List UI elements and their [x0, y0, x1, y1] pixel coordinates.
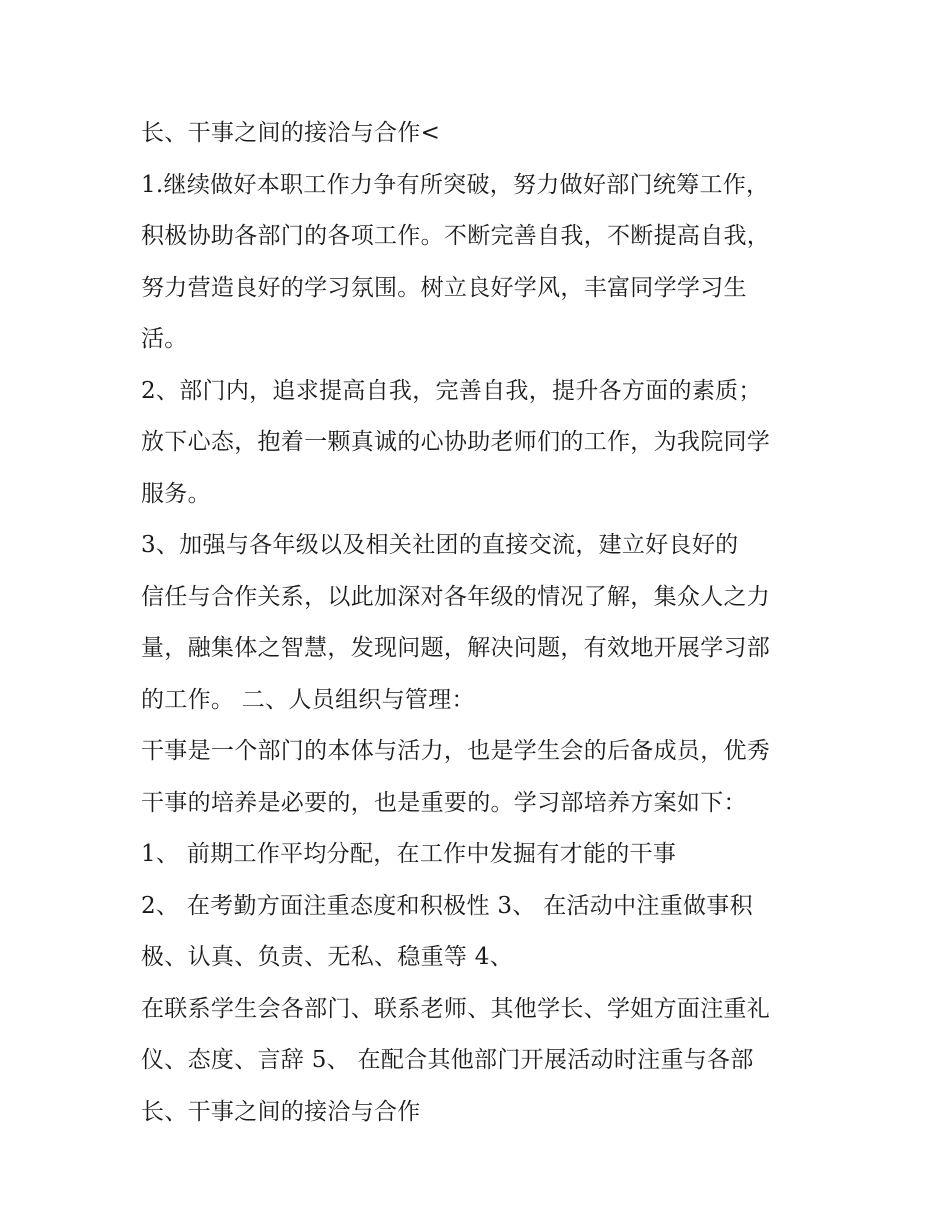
text-line: 长、干事之间的接洽与合作<	[141, 120, 441, 146]
text-line: 活。	[141, 326, 188, 352]
text-line: 服务。	[141, 480, 211, 507]
text-line: 量，融集体之智慧，发现问题，解决问题，有效地开展学习部	[141, 635, 771, 661]
text-line: 的工作。 二、人员组织与管理：	[141, 686, 475, 713]
text-line: 放下心态，抱着一颗真诚的心协助老师们的工作，为我院同学	[141, 429, 771, 455]
text-line: 积极协助各部门的各项工作。不断完善自我，不断提高自我，	[141, 223, 771, 249]
text-line: 信任与合作关系，以此加深对各年级的情况了解，集众人之力	[141, 583, 771, 610]
text-line: 干事是一个部门的本体与活力，也是学生会的后备成员，优秀	[141, 738, 771, 764]
text-line: 1.继续做好本职工作力争有所突破，努力做好部门统筹工作，	[141, 171, 770, 198]
text-line: 极、认真、负责、无私、稳重等 4、	[141, 944, 514, 970]
text-line: 3、加强与各年级以及相关社团的直接交流，建立好良好的	[141, 532, 739, 558]
text-line: 努力营造良好的学习氛围。树立良好学风，丰富同学学习生	[141, 274, 747, 301]
text-line: 干事的培养是必要的，也是重要的。学习部培养方案如下：	[141, 789, 747, 816]
text-line: 长、干事之间的接洽与合作	[141, 1098, 421, 1125]
text-line: 1、 前期工作平均分配，在工作中发掘有才能的干事	[141, 841, 677, 867]
text-line: 2、部门内，追求提高自我，完善自我，提升各方面的素质；	[141, 377, 762, 404]
document-body	[141, 108, 831, 1138]
text-line: 2、 在考勤方面注重态度和积极性 3、 在活动中注重做事积	[141, 892, 753, 919]
text-line: 在联系学生会各部门、联系老师、其他学长、学姐方面注重礼	[141, 995, 771, 1022]
text-line: 仪、态度、言辞 5、 在配合其他部门开展活动时注重与各部	[141, 1047, 754, 1073]
